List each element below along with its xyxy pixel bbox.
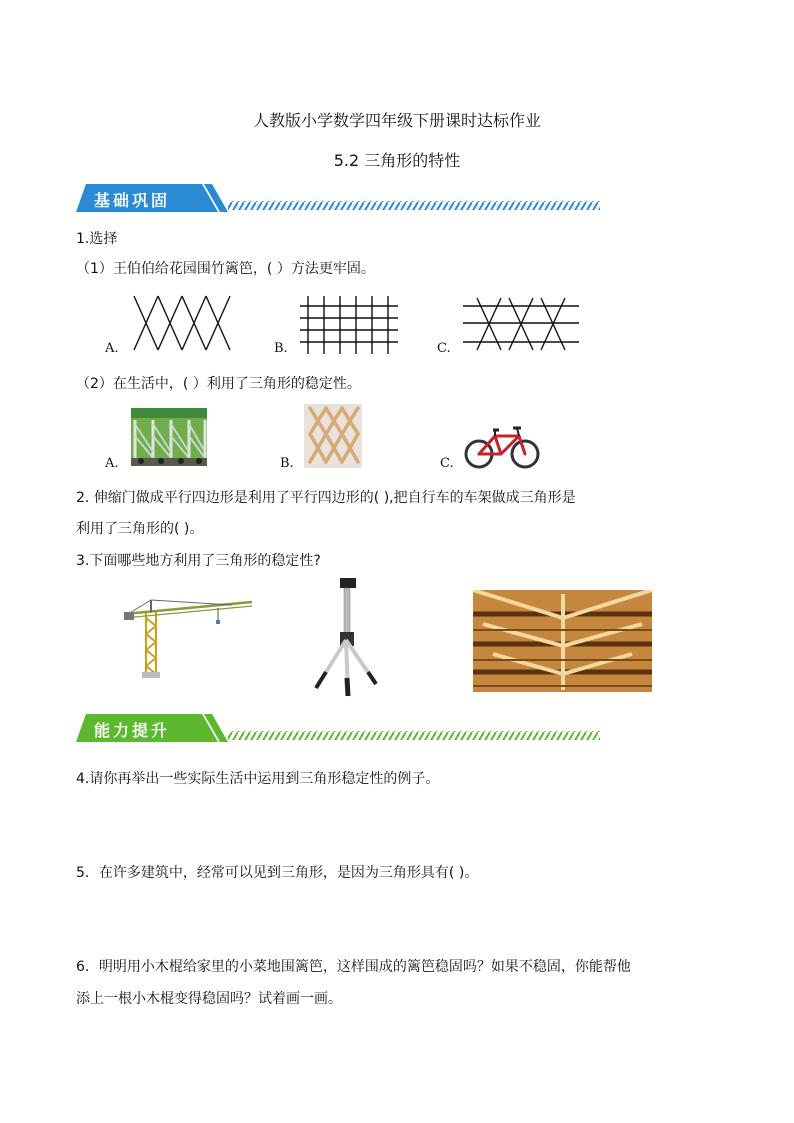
retractable-gate-image (131, 408, 207, 466)
document-title: 人教版小学数学四年级下册课时达标作业 (252, 111, 541, 130)
banner-advanced-label: 能力提升 (94, 721, 171, 740)
q3-text: 3.下面哪些地方利用了三角形的稳定性? (76, 553, 321, 569)
q1-sub2-option-c-label: C. (440, 456, 454, 471)
q1-option-c-label: C. (437, 341, 451, 356)
section-banner-advanced (76, 712, 636, 744)
q1-heading: 1.选择 (76, 231, 118, 247)
q1-option-a-label: A. (105, 341, 119, 356)
document-subtitle: 5.2 三角形的特性 (333, 151, 461, 170)
fence-option-c-figure (463, 296, 579, 352)
q6-line1: 6．明明用小木棍给家里的小菜地围篱笆，这样围成的篱笆稳固吗？如果不稳固，你能帮他 (76, 959, 631, 975)
q5-text: 5．在许多建筑中，经常可以见到三角形，是因为三角形具有( )。 (76, 865, 479, 881)
q2-line1: 2. 伸缩门做成平行四边形是利用了平行四边形的( ),把自行车的车架做成三角形是 (76, 490, 576, 506)
section-banner-basic (76, 182, 636, 214)
q6-line2: 添上一根小木棍变得稳固吗？试着画一画。 (76, 991, 342, 1007)
wooden-roof-truss-image (473, 590, 652, 692)
banner-basic-label: 基础巩固 (94, 191, 171, 210)
q2-line2: 利用了三角形的( )。 (76, 521, 204, 537)
tripod-image (310, 578, 384, 698)
bicycle-image (463, 424, 541, 470)
q1-sub1: （1）王伯伯给花园围竹篱笆，( ）方法更牢固。 (76, 261, 375, 277)
tower-crane-image (122, 596, 254, 680)
q1-sub2: （2）在生活中，( ）利用了三角形的稳定性。 (76, 376, 361, 392)
fence-option-b-figure (300, 296, 398, 354)
q1-option-b-label: B. (274, 341, 288, 356)
fence-option-a-figure (130, 294, 234, 354)
wooden-lattice-image (304, 404, 362, 468)
q4-text: 4.请你再举出一些实际生活中运用到三角形稳定性的例子。 (76, 771, 440, 787)
q1-sub2-option-a-label: A. (105, 456, 119, 471)
q1-sub2-option-b-label: B. (280, 456, 294, 471)
